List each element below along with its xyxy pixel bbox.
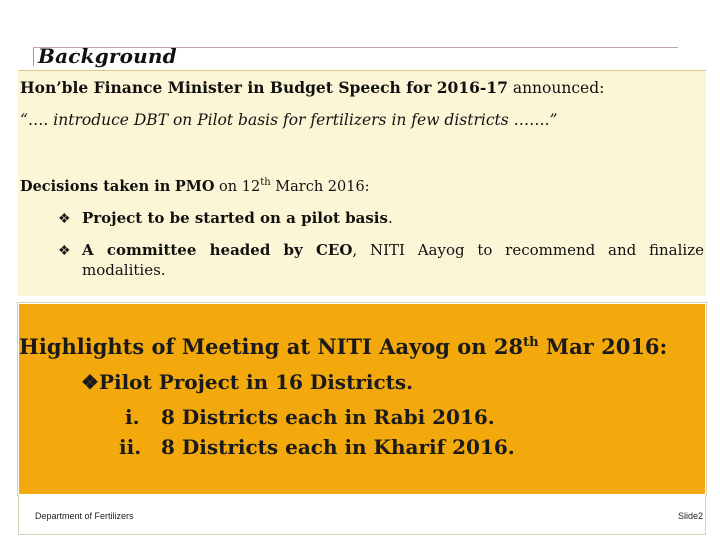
decisions-date-day: on 12 bbox=[214, 178, 261, 195]
diamond-bullet-icon: ❖ bbox=[81, 370, 99, 394]
decision-bullet-pilot bbox=[58, 209, 704, 229]
title-left-rule bbox=[33, 48, 34, 66]
background-content-box bbox=[18, 70, 706, 296]
highlight-rabi bbox=[119, 405, 495, 429]
decisions-prefix: Decisions taken in bbox=[20, 177, 171, 195]
announcement-rest: announced: bbox=[507, 79, 605, 97]
roman-marker: ii. bbox=[119, 435, 142, 459]
bullet-bold-text: Project to be started on a pilot basis bbox=[82, 209, 388, 227]
footer-department: Department of Fertilizers bbox=[35, 511, 134, 521]
highlights-title-sup: th bbox=[523, 335, 539, 350]
budget-quote: “…. introduce DBT on Pilot basis for fertilizers in few districts …….” bbox=[20, 111, 558, 129]
slide-title: Background bbox=[38, 44, 177, 68]
decisions-heading bbox=[20, 177, 704, 195]
budget-announcement bbox=[20, 79, 704, 98]
highlights-box bbox=[18, 303, 706, 495]
title-bar bbox=[33, 42, 678, 66]
highlights-title bbox=[19, 334, 707, 359]
diamond-bullet-icon: ❖ bbox=[58, 243, 71, 259]
decisions-pmo: PMO bbox=[174, 177, 215, 195]
highlight-pilot-project bbox=[81, 370, 413, 394]
decision-bullet-committee bbox=[58, 241, 704, 281]
bullet-rest-text: . bbox=[387, 209, 393, 227]
slide-footer bbox=[18, 495, 706, 535]
diamond-bullet-icon: ❖ bbox=[58, 211, 71, 227]
bullet-bold-text: A committee headed by CEO bbox=[82, 241, 353, 259]
highlight-sub-text: 8 Districts each in Kharif 2016. bbox=[161, 435, 515, 459]
highlights-title-pre: Highlights of Meeting at NITI Aayog on 28 bbox=[19, 334, 524, 359]
decisions-date-sup: th bbox=[260, 177, 271, 188]
announcement-bold: Hon’ble Finance Minister in Budget Speech for 2016-17 bbox=[20, 78, 508, 97]
highlight-sub-text: 8 Districts each in Rabi 2016. bbox=[161, 405, 495, 429]
decisions-date-rest: March 2016: bbox=[270, 178, 370, 195]
highlights-title-post: Mar 2016: bbox=[538, 334, 668, 359]
highlight-kharif bbox=[119, 435, 515, 459]
bullet-rest-text: , NITI Aayog to recommend and finalize modalities. bbox=[82, 241, 704, 279]
footer-slide-number: Slide2 bbox=[677, 511, 703, 521]
highlight-main-text: Pilot Project in 16 Districts. bbox=[98, 370, 414, 394]
roman-marker: i. bbox=[125, 405, 140, 429]
